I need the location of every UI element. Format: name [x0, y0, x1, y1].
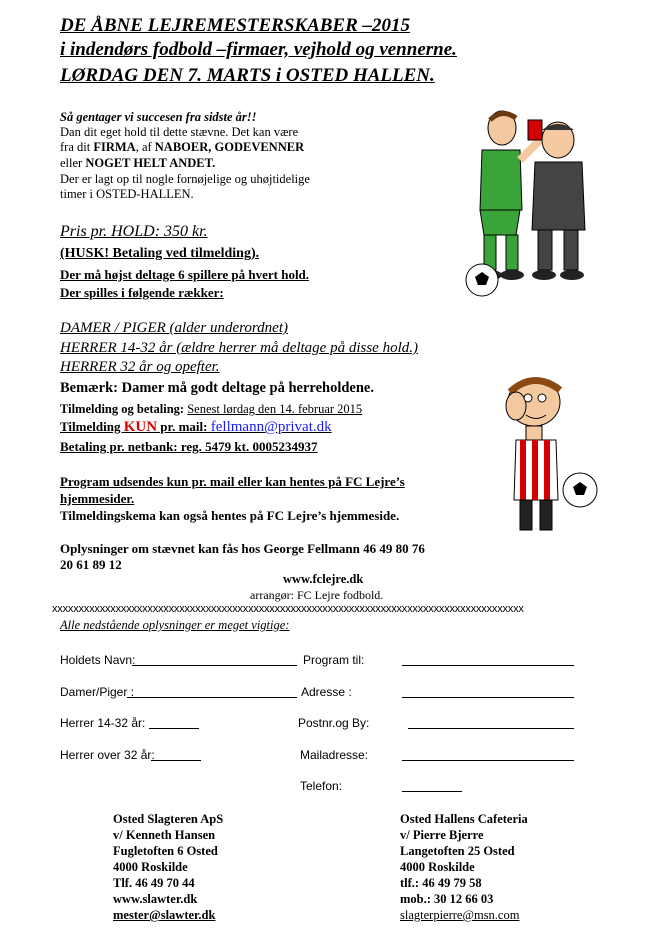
men-32-label: Herrer over 32 år: — [60, 748, 155, 762]
text: , af — [135, 140, 155, 154]
program-line-2: hjemmesider. — [60, 491, 135, 506]
sponsor-right — [400, 811, 528, 923]
sponsor-street: Fugletoften 6 Osted — [113, 844, 218, 858]
men-14-32-field[interactable] — [149, 728, 199, 729]
text: fra dit — [60, 140, 94, 154]
sponsor-contact: v/ Pierre Bjerre — [400, 828, 484, 842]
form-heading: Alle nedstående oplysninger er meget vigtige: — [60, 618, 290, 632]
text: Tilmelding og betaling: — [60, 402, 188, 416]
organizer: arrangør: FC Lejre fodbold. — [250, 588, 384, 602]
contact-line-2: 20 61 89 12 — [60, 557, 122, 572]
team-name-field[interactable] — [132, 665, 297, 666]
cartoon-player-icon — [486, 370, 610, 540]
men-32-field[interactable] — [151, 760, 201, 761]
program-to-field[interactable] — [402, 665, 574, 666]
payment-note: (HUSK! Betaling ved tilmelding). — [60, 246, 260, 261]
phone-label: Telefon: — [300, 779, 343, 793]
schema-note: Tilmeldingskema kan også hentes på FC Lejre’s hjemmeside. — [60, 508, 400, 523]
intro-line-3 — [60, 140, 304, 155]
sponsor-city: 4000 Roskilde — [400, 860, 475, 874]
sponsor-phone: tlf.: 46 49 79 58 — [400, 876, 482, 890]
title-line-1: DE ÅBNE LEJREMESTERSKABER –2015 — [60, 15, 411, 36]
sponsor-web[interactable]: www.slawter.dk — [113, 892, 198, 906]
program-line-1: Program udsendes kun pr. mail eller kan hentes på FC Lejre’s — [60, 474, 405, 489]
sponsor-name: Osted Hallens Cafeteria — [400, 812, 528, 826]
text: Senest lørdag den 14. februar 2015 — [187, 402, 363, 416]
title-line-3: LØRDAG DEN 7. MARTS i OSTED HALLEN. — [60, 65, 435, 86]
intro-lead: Så gentager vi succesen fra sidste år!! — [60, 110, 257, 124]
intro-line-6: timer i OSTED-HALLEN. — [60, 187, 194, 201]
intro-line-4 — [60, 156, 215, 171]
contact-line-1: Oplysninger om stævnet kan fås hos George Fellmann 46 49 80 76 — [60, 541, 425, 556]
intro-line-2: Dan dit eget hold til dette stævne. Det kan være — [60, 125, 299, 139]
sponsor-contact: v/ Kenneth Hansen — [113, 828, 216, 842]
women-label: Damer/Piger : — [60, 685, 135, 699]
email-link[interactable]: fellmann@privat.dk — [210, 419, 332, 435]
sponsor-name: Osted Slagteren ApS — [113, 812, 224, 826]
address-field[interactable] — [402, 697, 574, 698]
postnr-field[interactable] — [408, 728, 574, 729]
players-note: Der må højst deltage 6 spillere på hvert hold. — [60, 267, 310, 282]
text: eller — [60, 156, 86, 170]
sponsor-street: Langetoften 25 Osted — [400, 844, 515, 858]
sponsor-city: 4000 Roskilde — [113, 860, 188, 874]
intro-line-5: Der er lagt op til nogle fornøjelige og uhøjtidelige — [60, 172, 310, 186]
price: Pris pr. HOLD: 350 kr. — [60, 223, 208, 240]
text: NABOER, GODEVENNER — [154, 140, 305, 154]
bank: Betaling pr. netbank: reg. 5479 kt. 0005234937 — [60, 439, 318, 454]
category-women: DAMER / PIGER (alder underordnet) — [60, 320, 288, 336]
mail-field[interactable] — [402, 760, 574, 761]
sponsor-email[interactable]: slagterpierre@msn.com — [400, 908, 520, 922]
phone-field[interactable] — [402, 791, 462, 792]
text: pr. mail: — [157, 419, 211, 434]
sponsor-left — [113, 811, 223, 923]
divider: xxxxxxxxxxxxxxxxxxxxxxxxxxxxxxxxxxxxxxxxxxxxxxxxxxxxxxxxxxxxxxxxxxxxxxxxxxxxxxxxxxxxxxxxx — [52, 603, 524, 615]
text: FIRMA — [93, 140, 136, 154]
rows-note: Der spilles i følgende rækker: — [60, 285, 224, 300]
website[interactable]: www.fclejre.dk — [283, 572, 364, 586]
sponsor-email[interactable]: mester@slawter.dk — [113, 908, 216, 922]
team-name-label: Holdets Navn: — [60, 653, 136, 667]
registration-mail — [60, 419, 332, 436]
text: NOGET HELT ANDET. — [85, 156, 216, 170]
postnr-label: Postnr.og By: — [298, 716, 370, 730]
men-14-32-label: Herrer 14-32 år: — [60, 716, 146, 730]
mail-label: Mailadresse: — [300, 748, 369, 762]
women-field[interactable] — [127, 697, 297, 698]
category-men-32: HERRER 32 år og opefter. — [60, 359, 220, 375]
cartoon-referee-icon — [420, 100, 620, 305]
program-to-label: Program til: — [303, 653, 365, 667]
address-label: Adresse : — [301, 685, 352, 699]
title-line-2: i indendørs fodbold –firmaer, vejhold og vennerne. — [60, 39, 457, 60]
text: Tilmelding — [60, 419, 124, 434]
registration — [60, 402, 362, 417]
text: KUN — [123, 419, 158, 435]
note: Bemærk: Damer må godt deltage på herreholdene. — [60, 380, 374, 396]
sponsor-mobile: mob.: 30 12 66 03 — [400, 892, 494, 906]
category-men-14-32: HERRER 14-32 år (ældre herrer må deltage på disse hold.) — [60, 340, 419, 356]
sponsor-phone: Tlf. 46 49 70 44 — [113, 876, 195, 890]
